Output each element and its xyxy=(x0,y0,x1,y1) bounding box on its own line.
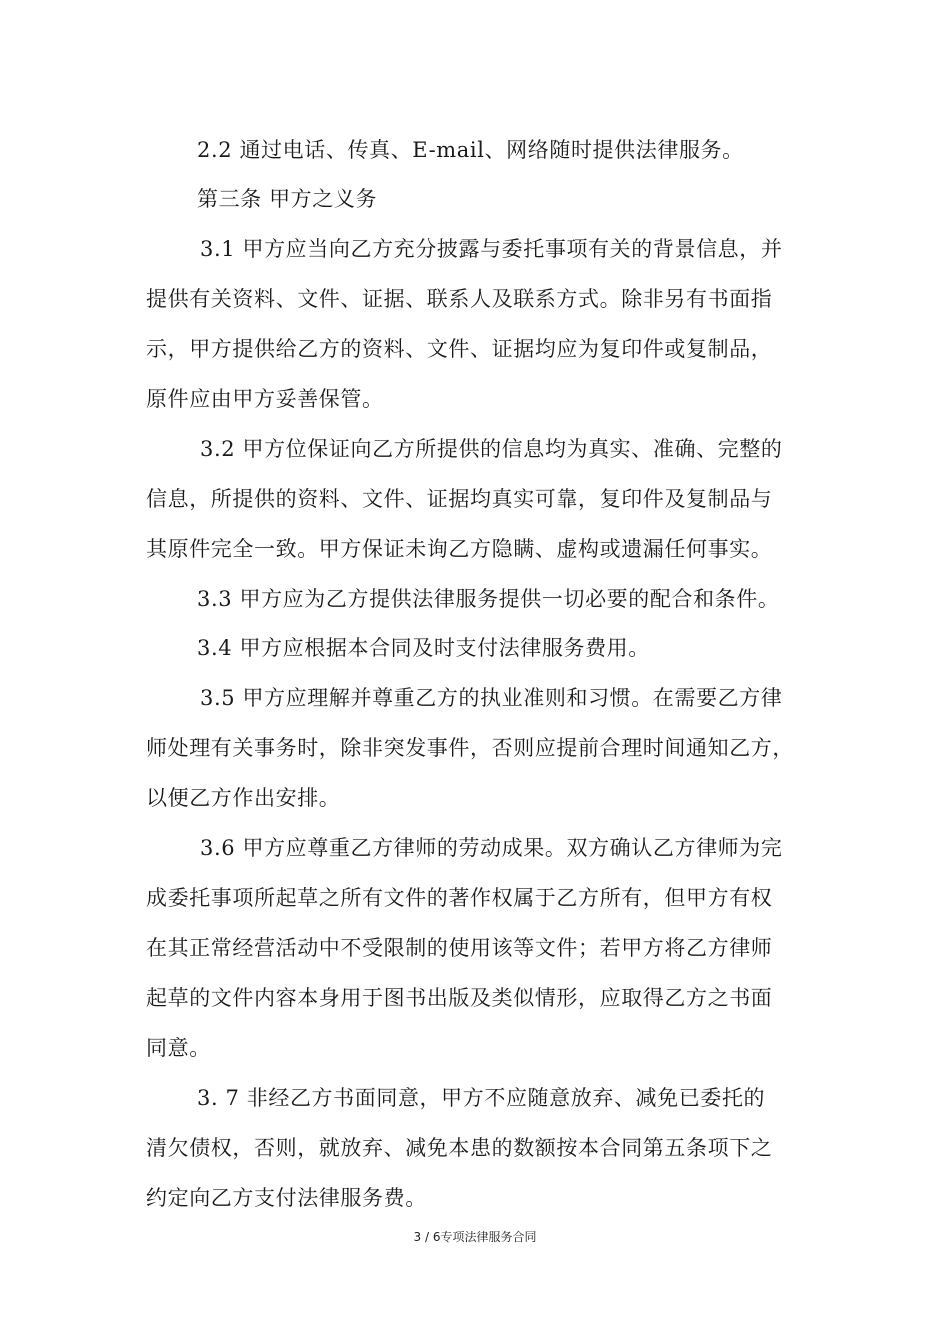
clause-3-1-line-1: 3.1 甲方应当向乙方充分披露与委托事项有关的背景信息，并 xyxy=(200,237,783,261)
clause-3-7-line-1: 3. 7 非经乙方书面同意，甲方不应随意放弃、减免已委托的 xyxy=(197,1086,766,1110)
clause-2-2: 2.2 通过电话、传真、E-mail、网络随时提供法律服务。 xyxy=(197,138,744,162)
clause-3-5-line-2: 师处理有关事务时，除非突发事件，否则应提前合理时间通知乙方， xyxy=(146,736,794,760)
clause-3-1-line-4: 原件应由甲方妥善保管。 xyxy=(146,387,384,411)
clause-3-6-line-5: 同意。 xyxy=(146,1036,211,1060)
clause-3-1-line-3: 示，甲方提供给乙方的资料、文件、证据均应为复印件或复制品， xyxy=(146,337,773,361)
clause-3-6-line-3: 在其正常经营活动中不受限制的使用该等文件；若甲方将乙方律师 xyxy=(146,936,773,960)
clause-3-3: 3.3 甲方应为乙方提供法律服务提供一切必要的配合和条件。 xyxy=(197,587,780,611)
clause-3-4: 3.4 甲方应根据本合同及时支付法律服务费用。 xyxy=(197,636,650,660)
clause-3-2-line-2: 信息，所提供的资料、文件、证据均真实可靠，复印件及复制品与 xyxy=(146,487,773,511)
clause-3-2-line-1: 3.2 甲方位保证向乙方所提供的信息均为真实、准确、完整的 xyxy=(200,437,783,461)
page-footer: 3 / 6专项法律服务合同 xyxy=(413,1230,537,1244)
clause-3-5-line-1: 3.5 甲方应理解并尊重乙方的执业准则和习惯。在需要乙方律 xyxy=(200,686,783,710)
clause-3-6-line-2: 成委托事项所起草之所有文件的著作权属于乙方所有，但甲方有权 xyxy=(146,886,773,910)
clause-3-1-line-2: 提供有关资料、文件、证据、联系人及联系方式。除非另有书面指 xyxy=(146,287,773,311)
clause-3-6-line-1: 3.6 甲方应尊重乙方律师的劳动成果。双方确认乙方律师为完 xyxy=(200,836,783,860)
clause-3-7-line-2: 清欠债权，否则，就放弃、减免本患的数额按本合同第五条项下之 xyxy=(146,1136,773,1160)
article-3-heading: 第三条 甲方之义务 xyxy=(197,187,378,211)
clause-3-6-line-4: 起草的文件内容本身用于图书出版及类似情形，应取得乙方之书面 xyxy=(146,986,773,1010)
clause-3-7-line-3: 约定向乙方支付法律服务费。 xyxy=(146,1186,427,1210)
clause-3-5-line-3: 以便乙方作出安排。 xyxy=(146,786,341,810)
clause-3-2-line-3: 其原件完全一致。甲方保证未询乙方隐瞒、虚构或遗漏任何事实。 xyxy=(146,537,773,561)
